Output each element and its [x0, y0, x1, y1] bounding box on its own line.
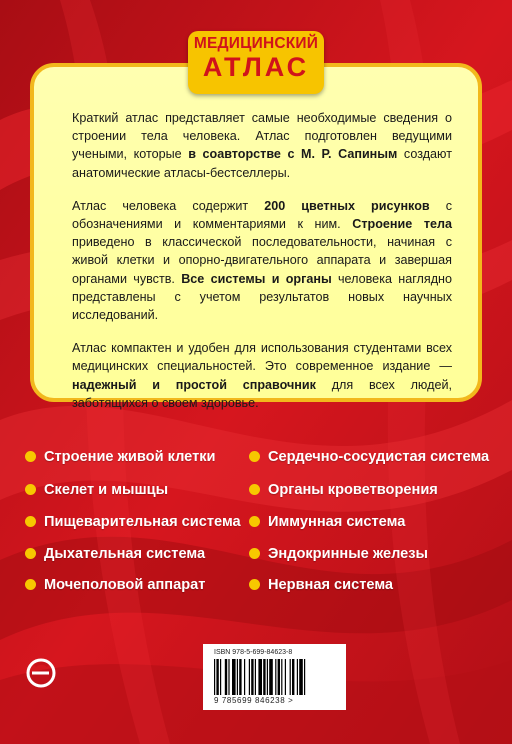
text-span: с обозначениями и комментариями к ним.: [72, 198, 452, 232]
bold-span: в соавторстве с М. Р. Сапиным: [188, 147, 398, 162]
yellow-dot-icon: [249, 516, 260, 527]
feature-item: [249, 514, 405, 530]
barcode-bar: [297, 659, 298, 695]
barcode-bar: [228, 659, 229, 695]
barcode-bar: [225, 659, 227, 695]
barcode-bar: [249, 659, 250, 695]
barcode-bars: [214, 659, 335, 695]
yellow-dot-icon: [25, 579, 36, 590]
badge-subtitle: МЕДИЦИНСКИЙ: [193, 35, 319, 52]
feature-label: Строение живой клетки: [44, 449, 216, 465]
yellow-dot-icon: [249, 484, 260, 495]
feature-label: Сердечно-сосудистая система: [268, 449, 490, 465]
bold-span: Все системы и органы: [181, 271, 332, 286]
feature-item: [25, 449, 216, 465]
barcode-bar: [232, 659, 236, 695]
feature-label: Мочеполовой аппарат: [44, 577, 206, 593]
barcode-bar: [255, 659, 256, 695]
paragraph-2: [72, 197, 452, 324]
barcode-bar: [269, 659, 273, 695]
badge-title: АТЛАС: [202, 52, 310, 82]
feature-item: [249, 482, 438, 498]
barcode-bar: [278, 659, 280, 695]
publisher-logo-icon: [26, 658, 56, 688]
barcode-bar: [263, 659, 265, 695]
yellow-dot-icon: [249, 451, 260, 462]
feature-item: [249, 577, 393, 593]
text-span: Атлас компактен и удобен для использования студентами всех медицинских специальностей. Это современное издание —: [72, 341, 452, 374]
barcode-bar: [267, 659, 268, 695]
barcode-bar: [220, 659, 221, 695]
text-span: человека наглядно представлены с учетом результатов новых научных исследований.: [72, 271, 453, 323]
barcode-bar: [239, 659, 241, 695]
barcode-bar: [216, 659, 218, 695]
feature-label: Эндокринные железы: [268, 546, 429, 562]
feature-item: [25, 514, 241, 530]
feature-label: Нервная система: [268, 577, 394, 593]
paragraph-1: [72, 109, 452, 182]
barcode-bar: [299, 659, 303, 695]
description-panel: [30, 63, 482, 410]
text-span: приведено в классической последовательности, начиная с живой клетки и опорно-двигательного аппарата и завершая органами чувств.: [72, 235, 452, 286]
feature-item: [25, 546, 205, 562]
text-span: для всех людей, заботящихся о своем здоровье.: [72, 377, 452, 410]
feature-label: Иммунная система: [268, 514, 406, 530]
feature-item: [25, 482, 168, 498]
feature-item: [25, 577, 205, 593]
barcode-bar: [275, 659, 276, 695]
yellow-dot-icon: [25, 484, 36, 495]
bold-span: надежный и простой справочник: [72, 377, 316, 392]
bold-span: 200 цветных рисунков: [264, 198, 430, 213]
barcode-digits: 9 785699 846238 >: [214, 696, 294, 705]
description-text: [72, 109, 452, 427]
barcode-bar: [285, 659, 286, 695]
feature-label: Дыхательная система: [44, 546, 206, 562]
paragraph-3: [72, 339, 452, 412]
text-span: Краткий атлас представляет самые необходимые сведения о строении тела человека. Атлас подготовлен ведущими учеными, которые: [72, 111, 452, 162]
barcode-bar: [251, 659, 253, 695]
barcode-bar: [292, 659, 294, 695]
feature-item: [249, 449, 489, 465]
yellow-dot-icon: [25, 451, 36, 462]
barcode-bar: [304, 659, 305, 695]
barcode-bar: [258, 659, 262, 695]
isbn-number: ISBN 978-5-699-84623-8: [214, 649, 293, 656]
barcode-bar: [214, 659, 215, 695]
yellow-dot-icon: [249, 579, 260, 590]
barcode-bar: [244, 659, 245, 695]
barcode: [203, 644, 346, 710]
barcode-bar: [281, 659, 282, 695]
bold-span: Строение тела: [352, 217, 452, 232]
feature-label: Скелет и мышцы: [44, 482, 169, 498]
yellow-dot-icon: [25, 548, 36, 559]
yellow-dot-icon: [25, 516, 36, 527]
yellow-dot-icon: [249, 548, 260, 559]
barcode-bar: [237, 659, 238, 695]
feature-label: Пищеварительная система: [44, 514, 241, 530]
feature-label: Органы кроветворения: [268, 482, 438, 498]
text-span: Атлас человека содержит: [72, 198, 265, 213]
feature-item: [249, 546, 428, 562]
barcode-bar: [290, 659, 291, 695]
text-span: создают анатомические атласы-бестселлеры.: [72, 147, 452, 180]
title-badge: [188, 31, 324, 94]
